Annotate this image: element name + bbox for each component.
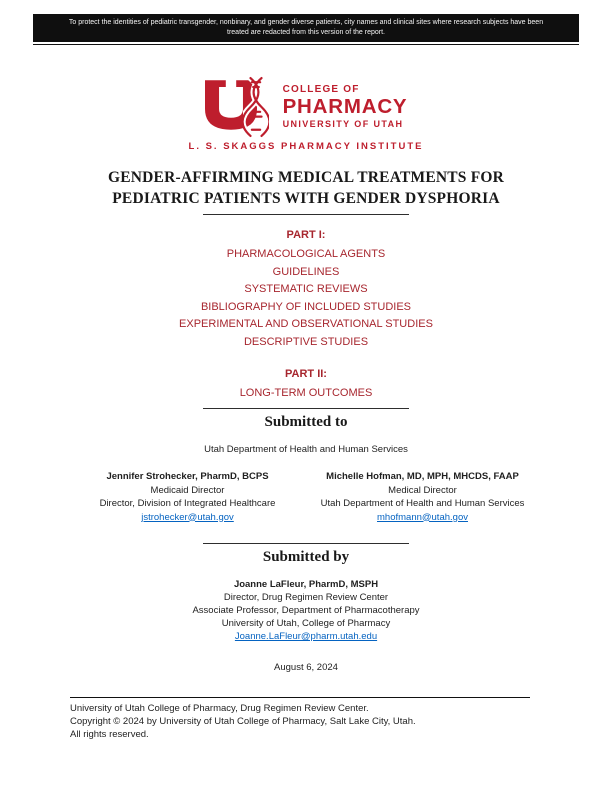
part2-item: LONG-TERM OUTCOMES — [239, 387, 373, 399]
divider-above-submitted-by — [203, 543, 409, 544]
college-of-pharmacy-logo — [0, 76, 612, 138]
submitted-to-heading: Submitted to — [264, 414, 348, 430]
contact-title: Director, Division of Integrated Healthcare — [99, 498, 276, 509]
contact-name: Michelle Hofman, MD, MPH, MHCDS, FAAP — [326, 471, 519, 482]
dna-helix-icon — [243, 76, 269, 138]
logo-pharmacy-label: PHARMACY — [282, 95, 408, 118]
contact-email-link[interactable]: mhofmann@utah.gov — [377, 511, 468, 523]
author-title: Director, Drug Regimen Review Center — [223, 592, 389, 603]
logo-university-label: UNIVERSITY OF UTAH — [282, 119, 404, 129]
submitted-to-organization: Utah Department of Health and Human Services — [204, 444, 408, 455]
contact-card-strohecker — [70, 470, 305, 524]
part2-list — [0, 385, 612, 403]
skaggs-institute-label: L. S. SKAGGS PHARMACY INSTITUTE — [188, 141, 424, 152]
author-title: University of Utah, College of Pharmacy — [221, 618, 391, 629]
author-title: Associate Professor, Department of Pharmacotherapy — [192, 605, 420, 616]
part1-item: PHARMACOLOGICAL AGENTS — [226, 248, 386, 260]
part1-item: GUIDELINES — [272, 265, 340, 278]
submitted-to-contacts — [70, 470, 540, 524]
part1-item: DESCRIPTIVE STUDIES — [243, 335, 369, 348]
report-title-line2: PEDIATRIC PATIENTS WITH GENDER DYSPHORIA — [112, 190, 500, 207]
contact-title: Medical Director — [388, 484, 457, 496]
report-title — [0, 167, 612, 209]
redaction-banner-text: To protect the identities of pediatric transgender, nonbinary, and gender diverse patients, city names and clinical sites where research subjects have been treated are redacted from this version of the report. — [68, 19, 544, 36]
footer-line: University of Utah College of Pharmacy, Drug Regimen Review Center. — [70, 703, 369, 714]
contact-card-hofman — [305, 470, 540, 524]
author-email-link[interactable]: Joanne.LaFleur@pharm.utah.edu — [234, 631, 378, 642]
contact-name: Jennifer Strohecker, PharmD, BCPS — [106, 471, 269, 482]
footer-line: Copyright © 2024 by University of Utah College of Pharmacy, Salt Lake City, Utah. — [70, 716, 416, 727]
footer-line: All rights reserved. — [70, 729, 149, 740]
part1-item: EXPERIMENTAL AND OBSERVATIONAL STUDIES — [179, 318, 433, 330]
contact-email-link[interactable]: jstrohecker@utah.gov — [141, 511, 234, 523]
copyright-footer — [70, 697, 530, 741]
author-name: Joanne LaFleur, PharmD, MSPH — [233, 579, 379, 590]
logo-college-of-label: COLLEGE OF — [282, 84, 360, 95]
contact-title: Medicaid Director — [150, 484, 225, 496]
utah-u-dna-logo-mark — [205, 76, 271, 138]
part2-heading: PART II: — [285, 368, 327, 380]
report-title-line1: GENDER-AFFIRMING MEDICAL TREATMENTS FOR — [107, 169, 505, 186]
divider-above-submitted-to — [203, 408, 409, 409]
divider-under-title — [203, 214, 409, 215]
part1-list — [0, 246, 612, 351]
logo-wordmark — [283, 84, 408, 130]
submitted-by-heading: Submitted by — [262, 549, 350, 565]
part1-item: SYSTEMATIC REVIEWS — [244, 283, 368, 295]
contact-title: Utah Department of Health and Human Services — [320, 498, 525, 509]
report-date: August 6, 2024 — [274, 662, 338, 673]
part1-item: BIBLIOGRAPHY OF INCLUDED STUDIES — [200, 300, 412, 313]
redaction-banner — [33, 14, 579, 42]
part1-heading: PART I: — [286, 229, 326, 241]
submitted-by-contact — [0, 578, 612, 643]
